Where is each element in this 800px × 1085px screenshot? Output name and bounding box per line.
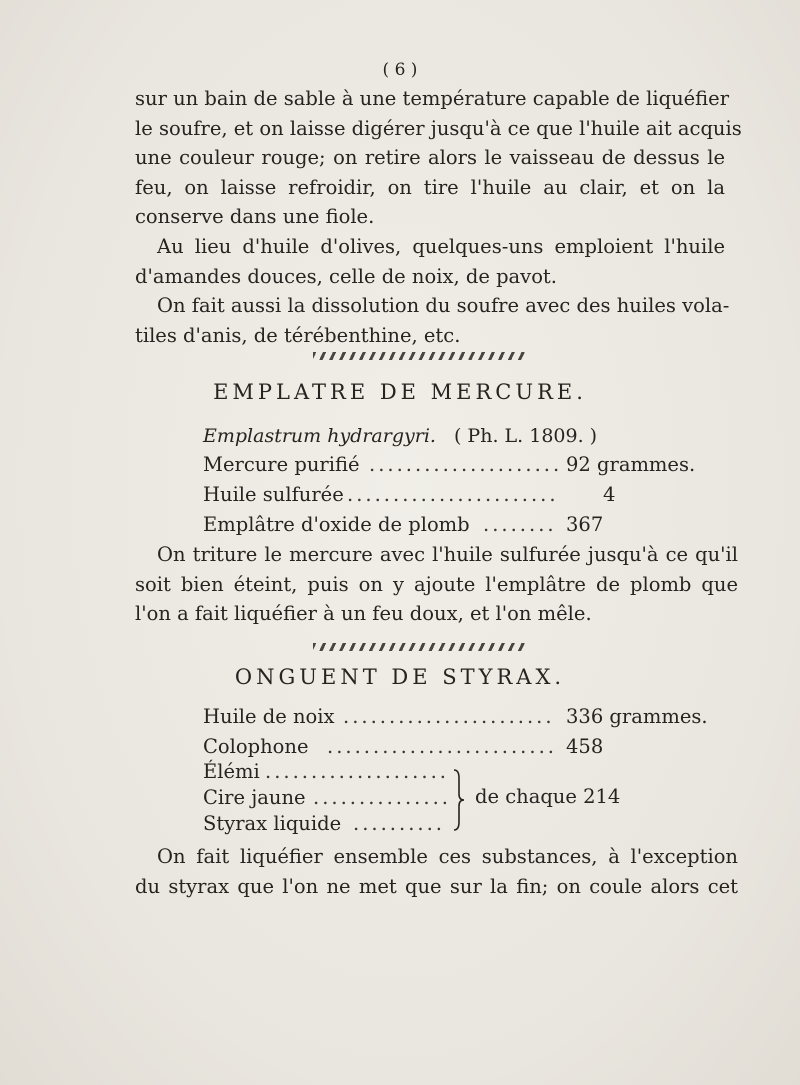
text-line: On fait liquéfier ensemble ces substances, à l'exception <box>157 845 738 868</box>
ingredient-name: Huile de noix <box>203 705 335 728</box>
text-line: d'amandes douces, celle de noix, de pavot. <box>135 264 557 288</box>
leader-dots: ......................... <box>327 735 557 758</box>
text-line: le soufre, et on laisse digérer jusqu'à ce que l'huile ait acquis <box>135 116 742 140</box>
leader-dots: ....................... <box>343 705 555 728</box>
text-line: du styrax que l'on ne met que sur la fin; on coule alors cet <box>135 874 738 898</box>
text-line: tiles d'anis, de térébenthine, etc. <box>135 323 461 347</box>
text-line: l'on a fait liquéfier à un feu doux, et l'on mêle. <box>135 602 592 626</box>
ingredient-quantity: 367 <box>566 513 604 536</box>
ingredient-row <box>203 705 763 735</box>
leader-dots: .................... <box>265 760 449 783</box>
ingredient-quantity: 458 <box>566 735 604 758</box>
ingredient-quantity: 336 grammes. <box>566 705 708 728</box>
ingredient-row <box>203 453 763 483</box>
brace-quantity-label: de chaque 214 <box>475 785 621 808</box>
section-title-onguent: ONGUENT DE STYRAX. <box>234 665 566 689</box>
section-divider-ornament <box>313 352 527 360</box>
ingredient-name: Élémi <box>203 760 260 783</box>
latin-name: Emplastrum hydrargyri. <box>203 425 436 447</box>
ingredient-row <box>203 513 763 543</box>
leader-dots: ............... <box>313 786 451 809</box>
text-line: sur un bain de sable à une température capable de liquéfier <box>135 87 730 110</box>
text-line: une couleur rouge; on retire alors le vaisseau de dessus le <box>135 146 725 170</box>
text-line: On triture le mercure avec l'huile sulfurée jusqu'à ce qu'il <box>157 543 738 566</box>
text-line: feu, on laisse refroidir, on tire l'huile au clair, et on la <box>135 175 725 199</box>
ingredient-name: Huile sulfurée <box>203 483 344 506</box>
ingredient-name: Emplâtre d'oxide de plomb <box>203 513 470 536</box>
leader-dots: ....................... <box>347 483 559 506</box>
pharmacopoeia-reference: ( Ph. L. 1809. ) <box>453 425 598 447</box>
ingredient-quantity: 4 <box>603 483 616 506</box>
ingredient-name: Cire jaune <box>203 786 306 809</box>
ingredient-row <box>203 483 763 513</box>
ingredient-quantity: 92 grammes. <box>566 453 696 476</box>
ingredient-name: Colophone <box>203 735 309 758</box>
preparation-paragraph <box>135 842 738 901</box>
ingredient-name: Styrax liquide <box>203 812 342 835</box>
text-line: On fait aussi la dissolution du soufre avec des huiles vola- <box>157 294 730 318</box>
ingredient-row <box>203 812 763 842</box>
intro-paragraph <box>135 84 742 350</box>
section-divider-ornament <box>313 643 527 651</box>
section-title-emplatre: EMPLATRE DE MERCURE. <box>213 380 587 404</box>
preparation-paragraph <box>135 540 738 629</box>
text-line: soit bien éteint, puis on y ajoute l'emplâtre de plomb que <box>135 572 738 596</box>
text-line: conserve dans une fiole. <box>135 205 375 229</box>
ingredient-name: Mercure purifié <box>203 453 360 476</box>
leader-dots: ..................... <box>369 453 563 476</box>
latin-subtitle <box>203 425 597 447</box>
curly-brace-icon <box>452 768 466 832</box>
leader-dots: .......... <box>353 812 445 835</box>
page-number: ( 6 ) <box>382 60 418 80</box>
text-line: Au lieu d'huile d'olives, quelques-uns emploient l'huile <box>157 234 725 258</box>
leader-dots: ........ <box>483 513 557 536</box>
